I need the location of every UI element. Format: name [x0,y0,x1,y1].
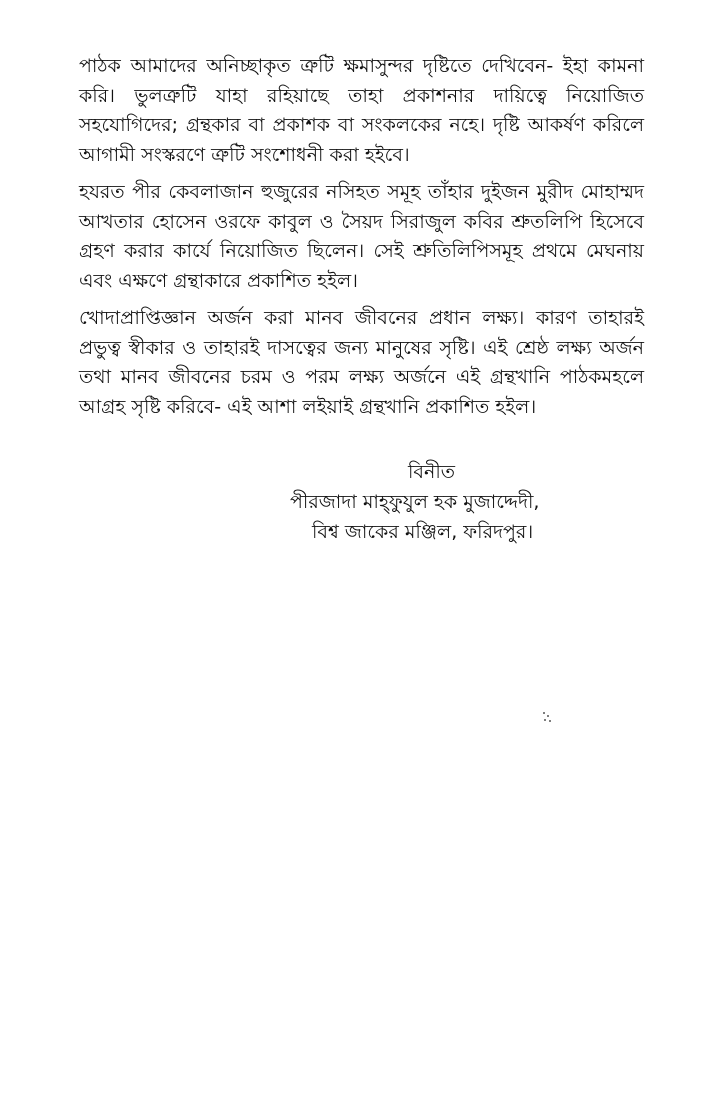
preface-body [79,52,644,430]
signature-name: পীরজাদা মাহ্‌ফুযুল হক মুজাদ্দেদী, [290,491,540,513]
paragraph-transcription: হযরত পীর কেবলাজান হুজুরের নসিহত সমূহ তাঁহার দুইজন মুরীদ মোহাম্মদ আখতার হোসেন ওরফে কাবুল ও সৈয়দ সিরাজুল কবির শ্রুতলিপি হিসেবে গ্রহণ করার কার্যে নিয়োজিত ছিলেন। সেই শ্রুতিলিপিসমূহ প্রথমে মেঘনায় এবং এক্ষণে গ্রন্থাকারে প্রকাশিত হইল। [79,181,644,292]
paragraph-purpose: খোদাপ্রাপ্তিজ্ঞান অর্জন করা মানব জীবনের প্রধান লক্ষ্য। কারণ তাহারই প্রভুত্ব স্বীকার ও তাহারই দাসত্বের জন্য মানুষের সৃষ্টি। এই শ্রেষ্ঠ লক্ষ্য অর্জন তথা মানব জীবনের চরম ও পরম লক্ষ্য অর্জনে এই গ্রন্থখানি পাঠকমহলে আগ্রহ সৃষ্টি করিবে- এই আশা লইয়াই গ্রন্থখানি প্রকাশিত হইল। [79,307,644,418]
scan-speck [540,711,552,723]
signature-address: বিশ্ব জাকের মঞ্জিল, ফরিদপুর। [312,521,534,543]
paragraph-errata: পাঠক আমাদের অনিচ্ছাকৃত ত্রুটি ক্ষমাসুন্দর দৃষ্টিতে দেখিবেন- ইহা কামনা করি। ভুলত্রুটি যাহা রহিয়াছে তাহা প্রকাশনার দায়িত্বে নিয়োজিত সহযোগিদের; গ্রন্থকার বা প্রকাশক বা সংকলকের নহে। দৃষ্টি আকর্ষণ করিলে আগামী সংস্করণে ত্রুটি সংশোধনী করা হইবে। [79,55,644,166]
signature-closing: বিনীত [408,461,456,483]
signature-block [290,457,590,547]
